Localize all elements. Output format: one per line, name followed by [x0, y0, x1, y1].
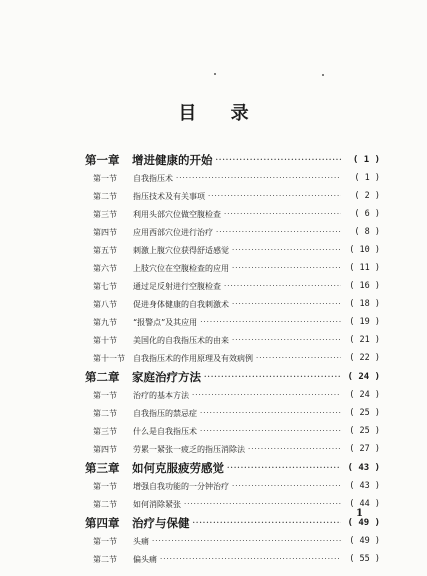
toc-entry-number: 第二节 — [93, 554, 117, 564]
toc-entry-number: 第十一节 — [93, 353, 125, 363]
toc-entry-page: ( 24 ) — [347, 371, 380, 382]
toc-section-row — [85, 313, 380, 331]
dot-leader — [184, 500, 341, 508]
toc-section-row — [85, 349, 380, 367]
table-of-contents — [85, 150, 380, 568]
toc-section-row — [85, 477, 380, 495]
toc-entry-page: ( 49 ) — [347, 517, 380, 528]
toc-entry-page: ( 49 ) — [349, 536, 380, 546]
dot-leader — [200, 427, 341, 435]
toc-entry-page: ( 21 ) — [349, 335, 380, 345]
page-number: 1 — [356, 508, 363, 519]
toc-entry-number: 第二章 — [85, 369, 120, 384]
toc-entry-title: 如何消除紧张 — [133, 499, 181, 509]
toc-entry-page: ( 27 ) — [349, 444, 380, 454]
toc-entry-number: 第一章 — [85, 152, 120, 167]
toc-entry-number: 第一节 — [93, 390, 117, 400]
toc-entry-title: 什么是自我指压术 — [133, 426, 197, 436]
toc-entry-title: 家庭治疗方法 — [132, 369, 201, 384]
toc-entry-title: 美国化的自我指压术的由来 — [133, 335, 229, 345]
toc-entry-title: 增强自我功能的一分钟治疗 — [133, 481, 229, 491]
dot-leader — [200, 318, 341, 326]
dot-leader — [232, 300, 341, 308]
toc-entry-number: 第一节 — [93, 481, 117, 491]
toc-entry-title: 应用西部穴位进行治疗 — [133, 227, 213, 237]
toc-entry-title: 自我指压的禁忌症 — [133, 408, 197, 418]
dot-leader — [232, 482, 341, 490]
toc-section-row — [85, 259, 380, 277]
toc-entry-page: ( 6 ) — [354, 209, 380, 219]
toc-entry-page: ( 1 ) — [352, 154, 380, 165]
dot-leader — [216, 155, 342, 164]
toc-chapter-row — [85, 458, 380, 477]
toc-entry-page: ( 2 ) — [354, 191, 380, 201]
toc-entry-number: 第二节 — [93, 408, 117, 418]
dot-leader — [160, 555, 341, 563]
toc-entry-number: 第三节 — [93, 209, 117, 219]
toc-entry-number: 第二节 — [93, 499, 117, 509]
toc-section-row — [85, 386, 380, 404]
toc-entry-title: 自我指压术 — [133, 173, 173, 183]
toc-entry-page: ( 1 ) — [354, 173, 380, 183]
toc-section-row — [85, 169, 380, 187]
toc-entry-page: ( 8 ) — [354, 227, 380, 237]
toc-entry-number: 第一节 — [93, 173, 117, 183]
toc-entry-title: 促进身体健康的自我刺激术 — [133, 299, 229, 309]
toc-entry-title: 劳累一紧张一疲乏的指压消除法 — [133, 444, 245, 454]
toc-section-row — [85, 277, 380, 295]
dot-leader — [256, 354, 341, 362]
toc-entry-number: 第九节 — [93, 317, 117, 327]
toc-entry-number: 第四章 — [85, 515, 120, 530]
toc-entry-title: 利用头部穴位做空腹检查 — [133, 209, 221, 219]
toc-entry-title: 上肢穴位在空腹检查的应用 — [133, 263, 229, 273]
toc-entry-title: 刺激上腹穴位获得舒适感觉 — [133, 245, 229, 255]
toc-entry-number: 第一节 — [93, 536, 117, 546]
dot-leader — [200, 409, 341, 417]
dot-leader — [204, 372, 341, 381]
toc-entry-number: 第七节 — [93, 281, 117, 291]
toc-entry-page: ( 16 ) — [349, 281, 380, 291]
scan-speck — [214, 73, 216, 75]
dot-leader — [248, 445, 341, 453]
toc-entry-page: ( 43 ) — [347, 462, 380, 473]
toc-entry-page: ( 55 ) — [349, 554, 380, 564]
dot-leader — [224, 282, 341, 290]
dot-leader — [227, 463, 341, 472]
toc-entry-page: ( 18 ) — [349, 299, 380, 309]
toc-entry-page: ( 22 ) — [349, 353, 380, 363]
toc-entry-page: ( 44 ) — [349, 499, 380, 509]
toc-entry-title: “报警点”及其应用 — [133, 317, 198, 327]
toc-entry-title: 如何克服疲劳感觉 — [132, 460, 224, 475]
toc-entry-number: 第六节 — [93, 263, 117, 273]
toc-chapter-row — [85, 150, 380, 169]
toc-entry-title: 指压技术及有关事项 — [133, 191, 205, 201]
toc-entry-title: 偏头痛 — [133, 554, 157, 564]
dot-leader — [216, 228, 341, 236]
toc-entry-title: 头痛 — [133, 536, 149, 546]
toc-entry-title: 自我指压术的作用原理及有效病例 — [133, 353, 253, 363]
dot-leader — [192, 391, 341, 399]
toc-chapter-row — [85, 367, 380, 386]
toc-entry-page: ( 25 ) — [349, 426, 380, 436]
toc-entry-page: ( 19 ) — [349, 317, 380, 327]
toc-entry-number: 第三节 — [93, 426, 117, 436]
toc-entry-page: ( 25 ) — [349, 408, 380, 418]
toc-section-row — [85, 550, 380, 568]
toc-section-row — [85, 422, 380, 440]
toc-entry-page: ( 11 ) — [349, 263, 380, 273]
toc-entry-number: 第五节 — [93, 245, 117, 255]
scan-speck — [322, 74, 324, 76]
toc-section-row — [85, 295, 380, 313]
toc-entry-page: ( 10 ) — [349, 245, 380, 255]
toc-entry-title: 增进健康的开始 — [132, 152, 213, 167]
dot-leader — [193, 518, 342, 527]
dot-leader — [208, 192, 341, 200]
toc-section-row — [85, 187, 380, 205]
toc-entry-number: 第四节 — [93, 227, 117, 237]
dot-leader — [224, 210, 341, 218]
dot-leader — [152, 537, 341, 545]
toc-section-row — [85, 205, 380, 223]
toc-section-row — [85, 404, 380, 422]
toc-entry-number: 第八节 — [93, 299, 117, 309]
toc-entry-number: 第二节 — [93, 191, 117, 201]
toc-entry-number: 第四节 — [93, 444, 117, 454]
toc-entry-number: 第三章 — [85, 460, 120, 475]
toc-entry-title: 通过足反射进行空腹检查 — [133, 281, 221, 291]
dot-leader — [232, 336, 341, 344]
dot-leader — [232, 264, 341, 272]
toc-chapter-row — [85, 513, 380, 532]
toc-section-row — [85, 241, 380, 259]
toc-entry-title: 治疗与保健 — [132, 515, 190, 530]
dot-leader — [232, 246, 341, 254]
toc-section-row — [85, 495, 380, 513]
toc-entry-number: 第十节 — [93, 335, 117, 345]
toc-section-row — [85, 223, 380, 241]
toc-entry-page: ( 43 ) — [349, 481, 380, 491]
toc-entry-title: 治疗的基本方法 — [133, 390, 189, 400]
page-title: 目 录 — [178, 103, 263, 124]
toc-entry-page: ( 24 ) — [349, 390, 380, 400]
toc-section-row — [85, 532, 380, 550]
dot-leader — [176, 174, 341, 182]
toc-section-row — [85, 331, 380, 349]
toc-section-row — [85, 440, 380, 458]
